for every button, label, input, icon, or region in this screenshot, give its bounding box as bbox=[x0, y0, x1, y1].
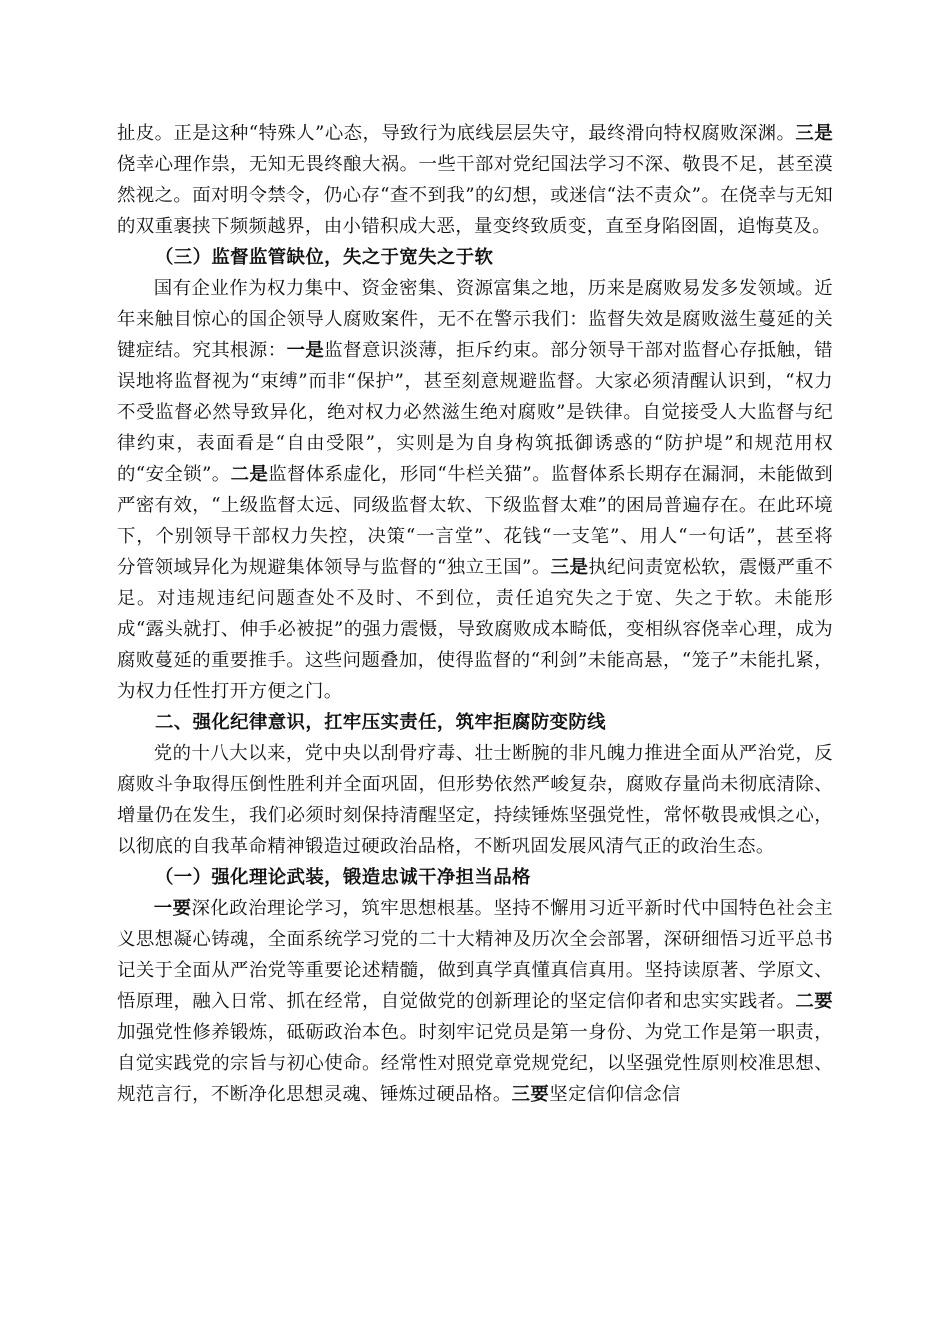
bold-lead-three: 三是 bbox=[550, 557, 589, 578]
paragraph-text: 监督体系虚化，形同“牛栏关猫”。监督体系长期存在漏洞，未能做到严密有效，“上级监督太远、同级监督太软、下级监督太难”的困局普遍存在。在此环境下，个别领导干部权力失控，决策“一言堂”、花钱“一支笔”、用人“一句话”，甚至将分管领域异化为规避集体领导与监督的“独立王国”。 bbox=[117, 464, 833, 578]
paragraph-text: 党的十八大以来，党中央以刮骨疗毒、壮士断腕的非凡魄力推进全面从严治党，反腐败斗争取得压倒性胜利并全面巩固，但形势依然严峻复杂，腐败存量尚未彻底清除、增量仍在发生，我们必须时刻保持清醒坚定，持续锤炼坚强党性，常怀敬畏戒惧之心，以彻底的自我革命精神锻造过硬政治品格，不断巩固发展风清气正的政治生态。 bbox=[117, 743, 833, 857]
paragraph-text: 侥幸心理作祟，无知无畏终酿大祸。一些干部对党纪国法学习不深、敬畏不足，甚至漠然视之。面对明令禁令，仍心存“查不到我”的幻想，或迷信“法不责众”。在侥幸与无知的双重裹挟下频频越界，由小错积成大恶，量变终致质变，直至身陷囹圄，追悔莫及。 bbox=[117, 154, 833, 237]
paragraph-text: 深化政治理论学习，筑牢思想根基。坚持不懈用习近平新时代中国特色社会主义思想凝心铸魂，全面系统学习党的二十大精神及历次全会部署，深研细悟习近平总书记关于全面从严治党等重要论述精髓，做到真学真懂真信真用。坚持读原著、学原文、悟原理，融入日常、抓在经常，自觉做党的创新理论的坚定信仰者和忠实实践者。 bbox=[117, 898, 833, 1012]
paragraph-theory-study bbox=[117, 893, 833, 1110]
document-body bbox=[117, 118, 833, 1110]
paragraph-party-discipline bbox=[117, 738, 833, 862]
bold-lead-three: 三要 bbox=[511, 1084, 550, 1105]
paragraph-text: 监督意识淡薄，拒斥约束。部分领导干部对监督心存抵触，错误地将监督视为“束缚”而非“保护”，甚至刻意规避监督。大家必须清醒认识到，“权力不受监督必然导致异化，绝对权力必然滋生绝对腐败”是铁律。自觉接受人大监督与纪律约束，表面看是“自由受限”，实则是为自身构筑抵御诱惑的“防护堤”和规范用权的“安全锁”。 bbox=[117, 340, 833, 485]
paragraph-text: 执纪问责宽松软，震慑严重不足。对违规违纪问题查处不及时、不到位，责任追究失之于宽、失之于软。未能形成“露头就打、伸手必被捉”的强力震慑，导致腐败成本畸低，变相纵容侥幸心理，成为腐败蔓延的重要推手。这些问题叠加，使得监督的“利剑”未能高悬，“笼子”未能扎紧，为权力任性打开方便之门。 bbox=[117, 557, 833, 702]
heading-theory-armament: （一）强化理论武装，锻造忠诚干净担当品格 bbox=[155, 867, 531, 888]
bold-lead-three: 三是 bbox=[795, 123, 833, 144]
paragraph-supervision-failure bbox=[117, 273, 833, 707]
bold-lead-one: 一要 bbox=[153, 898, 192, 919]
heading-section-two: 二、强化纪律意识，扛牢压实责任，筑牢拒腐防变防线 bbox=[155, 712, 606, 733]
paragraph-text: 坚定信仰信念信 bbox=[549, 1084, 681, 1105]
paragraph-text: 扯皮。正是这种“特殊人”心态，导致行为底线层层失守，最终滑向特权腐败深渊。 bbox=[117, 123, 796, 144]
paragraph-special-person-mindset bbox=[117, 118, 833, 242]
bold-lead-two: 二要 bbox=[795, 991, 833, 1012]
heading-supervision-absence: （三）监督监管缺位，失之于宽失之于软 bbox=[155, 247, 494, 268]
paragraph-text: 国有企业作为权力集中、资金密集、资源富集之地，历来是腐败易发多发领域。近年来触目惊心的国企领导人腐败案件，无不在警示我们：监督失效是腐败滋生蔓延的关键症结。究其根源： bbox=[117, 278, 833, 361]
bold-lead-one: 一是 bbox=[286, 340, 325, 361]
bold-lead-two: 二是 bbox=[230, 464, 269, 485]
paragraph-text: 加强党性修养锻炼，砥砺政治本色。时刻牢记党员是第一身份、为党工作是第一职责，自觉实践党的宗旨与初心使命。经常性对照党章党规党纪，以坚强党性原则校准思想、规范言行，不断净化思想灵魂、锤炼过硬品格。 bbox=[117, 1022, 833, 1105]
